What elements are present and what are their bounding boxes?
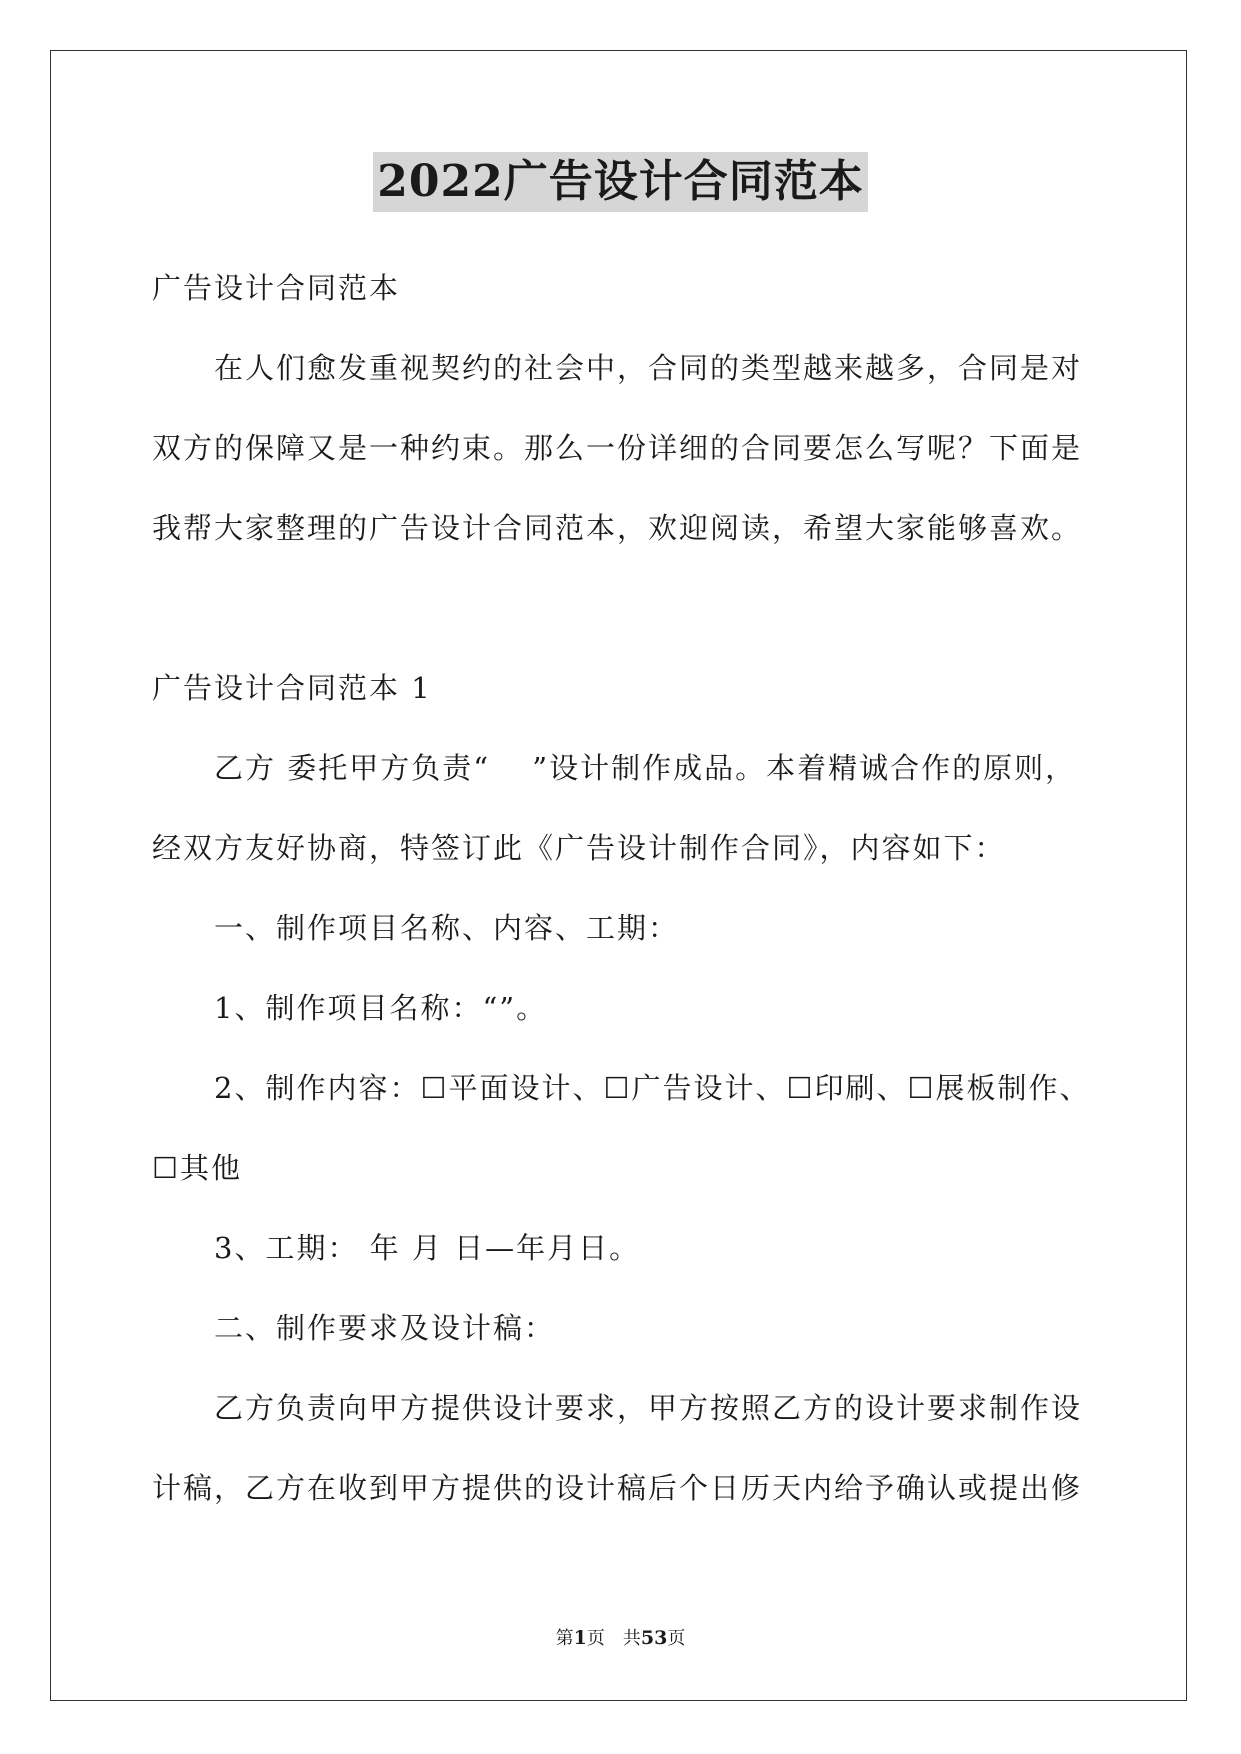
body-line: 计稿，乙方在收到甲方提供的设计稿后个日历天内给予确认或提出修	[152, 1471, 1083, 1505]
body-line: 乙方负责向甲方提供设计要求，甲方按照乙方的设计要求制作设	[214, 1391, 1083, 1425]
clause-heading-1: 一、制作项目名称、内容、工期：	[214, 911, 680, 945]
subtitle-line: 广告设计合同范本	[152, 271, 401, 305]
document-title: 2022广告设计合同范本	[373, 152, 867, 212]
clause-item: 3、工期： 年 月 日—年月日。	[214, 1231, 641, 1265]
clause-item: 2、制作内容：☐平面设计、☐广告设计、☐印刷、☐展板制作、	[214, 1071, 1091, 1105]
intro-line-2: 双方的保障又是一种约束。那么一份详细的合同要怎么写呢？下面是	[152, 431, 1083, 465]
footer-page-number: 1	[573, 1627, 587, 1649]
footer-mid: 页 共	[586, 1628, 641, 1649]
clause-item-continuation: ☐其他	[152, 1151, 242, 1185]
body-line: 乙方 委托甲方负责“ ”设计制作成品。本着精诚合作的原则，	[214, 751, 1077, 785]
clause-heading-2: 二、制作要求及设计稿：	[214, 1311, 556, 1345]
footer-suffix: 页	[667, 1628, 686, 1649]
intro-line-3: 我帮大家整理的广告设计合同范本，欢迎阅读，希望大家能够喜欢。	[152, 511, 1083, 545]
intro-line-1: 在人们愈发重视契约的社会中，合同的类型越来越多，合同是对	[214, 351, 1083, 385]
clause-item: 1、制作项目名称：“”。	[214, 991, 548, 1025]
section-heading: 广告设计合同范本 1	[152, 671, 432, 705]
footer-prefix: 第	[555, 1628, 574, 1649]
footer-total-pages: 53	[640, 1627, 668, 1649]
page-footer	[0, 1626, 1241, 1651]
body-line: 经双方友好协商，特签订此《广告设计制作合同》，内容如下：	[152, 831, 1006, 865]
title-container	[0, 152, 1241, 212]
